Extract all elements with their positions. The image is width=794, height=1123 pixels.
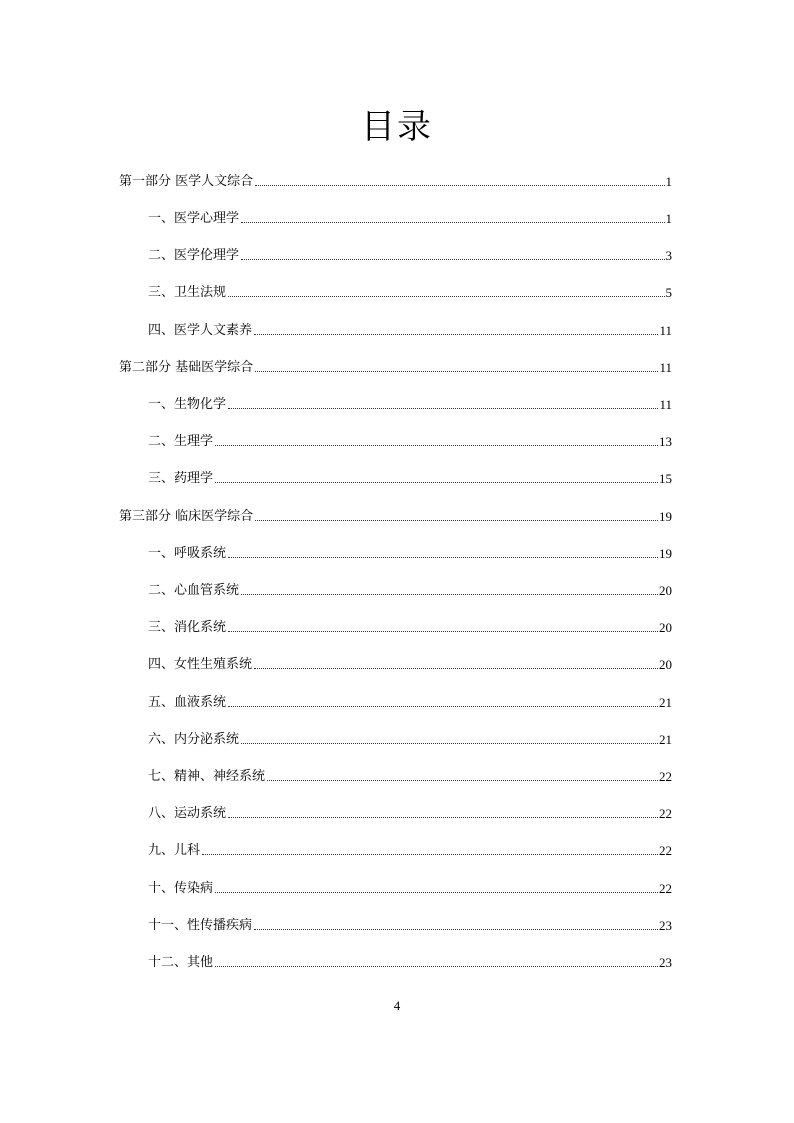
toc-dot-leader (228, 408, 658, 409)
toc-entry-page: 23 (659, 918, 672, 933)
toc-entry-label: 一、医学心理学 (148, 211, 240, 226)
toc-entry[interactable] (148, 835, 672, 859)
toc-entry-label: 三、消化系统 (148, 620, 227, 635)
toc-entry-label: 十、传染病 (148, 881, 214, 896)
toc-entry-page: 11 (659, 360, 672, 375)
toc-dot-leader (202, 854, 658, 855)
toc-dot-leader (228, 631, 658, 632)
toc-entry-label: 五、血液系统 (148, 695, 227, 710)
toc-entry[interactable] (148, 761, 672, 785)
toc-entry[interactable] (119, 501, 672, 525)
toc-entry-label: 第一部分 医学人文综合 (119, 174, 254, 189)
toc-entry-label: 第三部分 临床医学综合 (119, 509, 254, 524)
page-number: 4 (393, 998, 401, 1013)
toc-entry-label: 四、女性生殖系统 (148, 657, 253, 672)
toc-entry[interactable] (148, 947, 672, 971)
toc-entry[interactable] (148, 575, 672, 599)
toc-entry-label: 三、药理学 (148, 471, 214, 486)
toc-entry-page: 22 (659, 769, 672, 784)
toc-entry-label: 九、儿科 (148, 843, 201, 858)
toc-entry[interactable] (148, 724, 672, 748)
toc-entry[interactable] (148, 910, 672, 934)
toc-entry-label: 二、生理学 (148, 434, 214, 449)
toc-entry[interactable] (148, 463, 672, 487)
toc-entry-label: 四、医学人文素养 (148, 323, 253, 338)
toc-dot-leader (228, 296, 664, 297)
toc-dot-leader (228, 817, 658, 818)
toc-dot-leader (255, 185, 664, 186)
toc-dot-leader (254, 334, 658, 335)
toc-entry-label: 八、运动系统 (148, 806, 227, 821)
toc-entry[interactable] (148, 389, 672, 413)
toc-dot-leader (267, 780, 658, 781)
toc-entry[interactable] (148, 612, 672, 636)
toc-entry-label: 三、卫生法规 (148, 285, 227, 300)
toc-entry-page: 11 (659, 323, 672, 338)
toc-entry-page: 19 (659, 546, 672, 561)
toc-entry[interactable] (148, 649, 672, 673)
toc-dot-leader (215, 482, 658, 483)
toc-entry-page: 3 (665, 248, 672, 263)
toc-entry[interactable] (148, 426, 672, 450)
toc-entry-page: 21 (659, 695, 672, 710)
toc-entry-label: 第二部分 基础医学综合 (119, 360, 254, 375)
toc-entry-label: 六、内分泌系统 (148, 732, 240, 747)
toc-dot-leader (241, 743, 658, 744)
toc-dot-leader (228, 557, 658, 558)
toc-entry-page: 22 (659, 843, 672, 858)
toc-entry-label: 七、精神、神经系统 (148, 769, 266, 784)
toc-entry[interactable] (148, 798, 672, 822)
toc-entry-page: 22 (659, 881, 672, 896)
toc-entry-label: 二、心血管系统 (148, 583, 240, 598)
toc-dot-leader (241, 594, 658, 595)
toc-entry-label: 二、医学伦理学 (148, 248, 240, 263)
toc-entry-page: 5 (665, 285, 672, 300)
toc-entry[interactable] (148, 873, 672, 897)
toc-dot-leader (254, 929, 658, 930)
toc-dot-leader (254, 668, 658, 669)
toc-dot-leader (255, 520, 658, 521)
toc-entry-page: 13 (659, 434, 672, 449)
toc-entry-page: 20 (659, 583, 672, 598)
toc-entry-page: 21 (659, 732, 672, 747)
toc-entry-page: 1 (665, 174, 672, 189)
toc-entry[interactable] (148, 240, 672, 264)
toc-entry-page: 19 (659, 509, 672, 524)
toc-entry-page: 15 (659, 471, 672, 486)
toc-entry-label: 十二、其他 (148, 955, 214, 970)
toc-entry[interactable] (148, 538, 672, 562)
toc-entry-page: 20 (659, 620, 672, 635)
toc-dot-leader (215, 445, 658, 446)
toc-entry-page: 23 (659, 955, 672, 970)
toc-dot-leader (255, 371, 658, 372)
toc-entry-label: 一、生物化学 (148, 397, 227, 412)
toc-dot-leader (228, 706, 658, 707)
toc-title: 目录 (361, 107, 433, 147)
toc-entry[interactable] (148, 277, 672, 301)
toc-entry-label: 十一、性传播疾病 (148, 918, 253, 933)
toc-entry[interactable] (148, 203, 672, 227)
toc-dot-leader (241, 259, 664, 260)
toc-entry[interactable] (119, 166, 672, 190)
toc-entry[interactable] (148, 315, 672, 339)
toc-entry-label: 一、呼吸系统 (148, 546, 227, 561)
toc-dot-leader (215, 966, 658, 967)
toc-entry[interactable] (119, 352, 672, 376)
toc-dot-leader (241, 222, 664, 223)
toc-entry-page: 11 (659, 397, 672, 412)
toc-entry-page: 20 (659, 657, 672, 672)
toc-entry-page: 22 (659, 806, 672, 821)
toc-dot-leader (215, 892, 658, 893)
toc-entry-page: 1 (665, 211, 672, 226)
toc-entry[interactable] (148, 687, 672, 711)
